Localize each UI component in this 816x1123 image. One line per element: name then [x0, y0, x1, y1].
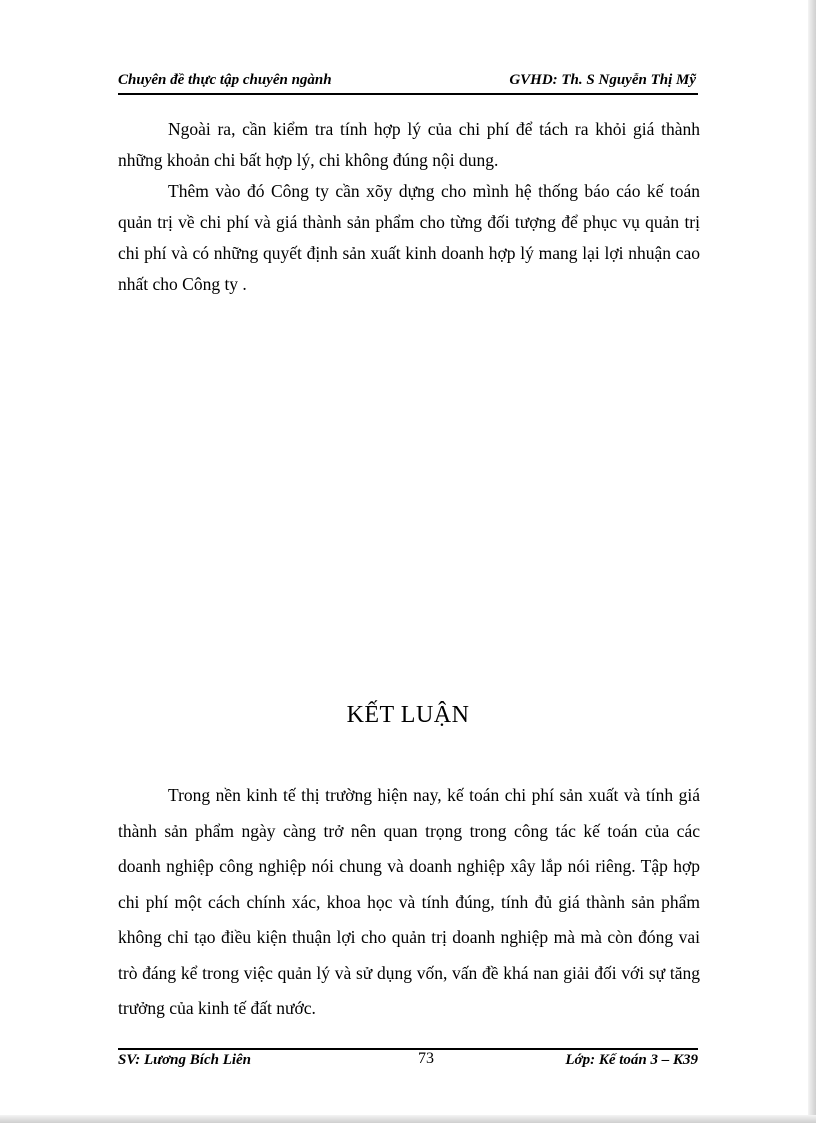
- footer-student-name: SV: Lương Bích Liên: [118, 1052, 252, 1068]
- header-divider: [118, 93, 698, 95]
- conclusion-heading: KẾT LUẬN: [346, 702, 470, 728]
- header-right-text: GVHD: Th. S Nguyễn Thị Mỹ: [509, 72, 696, 88]
- paragraph-cost-review: Ngoài ra, cần kiểm tra tính hợp lý của chi phí để tách ra khỏi giá thành những khoản chi bất hợp lý, chi không đúng nội dung.: [118, 119, 700, 170]
- paragraph-conclusion: Trong nền kinh tế thị trường hiện nay, kế toán chi phí sản xuất và tính giá thành sản phẩm ngày càng trở nên quan trọng trong công tác kế toán của các doanh nghiệp công nghiệp nói chung và doanh nghiệp xây lắp nói riêng. Tập hợp chi phí một cách chính xác, khoa học và tính đúng, tính đủ giá thành sản phẩm không chỉ tạo điều kiện thuận lợi cho quản trị doanh nghiệp mà mà còn đóng vai trò đáng kể trong việc quản lý và sử dụng vốn, vấn đề khá nan giải đối với sự tăng trưởng của kinh tế đất nước.: [118, 785, 700, 1018]
- page-header: [118, 72, 696, 94]
- paragraph-management-reporting: Thêm vào đó Công ty cần xõy dựng cho mình hệ thống báo cáo kế toán quản trị về chi phí và giá thành sản phẩm cho từng đối tượng để phục vụ quản trị chi phí và có những quyết định sản xuất kinh doanh hợp lý mang lại lợi nhuận cao nhất cho Công ty .: [118, 181, 700, 294]
- header-left-text: Chuyên đề thực tập chuyên ngành: [118, 72, 332, 88]
- page-number: 73: [418, 1050, 434, 1067]
- page-edge-shadow-bottom: [0, 1115, 816, 1123]
- page-footer: [118, 1052, 698, 1074]
- page-edge-shadow-right: [808, 0, 816, 1123]
- footer-class-name: Lớp: Kế toán 3 – K39: [565, 1052, 698, 1068]
- footer-divider: [118, 1048, 698, 1050]
